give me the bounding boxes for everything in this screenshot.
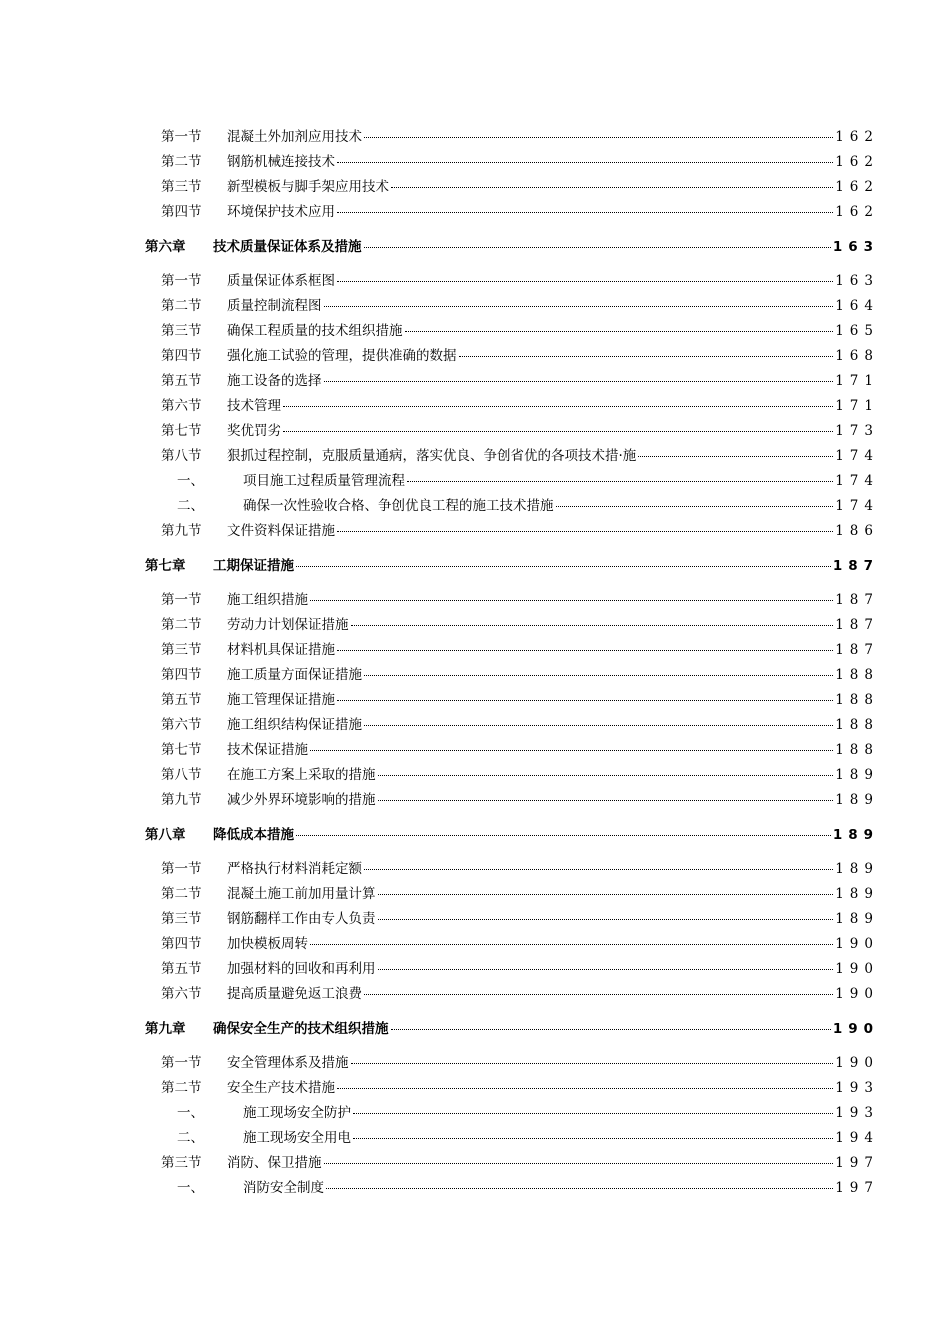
toc-entry-title: 降低成本措施 xyxy=(213,827,294,843)
toc-section-row[interactable] xyxy=(145,691,879,716)
toc-page-number: 189 xyxy=(835,792,879,808)
toc-entry-label: 第五节 xyxy=(161,373,202,389)
toc-entry-label: 第七节 xyxy=(161,423,202,439)
dot-leader xyxy=(310,943,833,945)
toc-section-row[interactable] xyxy=(145,791,879,816)
toc-page-number: 163 xyxy=(832,239,879,255)
toc-section-row[interactable] xyxy=(145,372,879,397)
dot-leader xyxy=(296,565,831,567)
dot-leader xyxy=(364,993,833,995)
toc-page-number: 197 xyxy=(835,1155,879,1171)
toc-entry-title: 混凝土外加剂应用技术 xyxy=(227,129,362,145)
toc-page-number: 187 xyxy=(835,642,879,658)
toc-chapter-row[interactable] xyxy=(145,1020,879,1045)
toc-page-number: 193 xyxy=(835,1080,879,1096)
toc-page-number: 162 xyxy=(835,154,879,170)
toc-page-number: 190 xyxy=(835,1055,879,1071)
dot-leader xyxy=(351,624,834,626)
toc-entry-label: 第七节 xyxy=(161,742,202,758)
toc-entry-label: 二、 xyxy=(177,1130,204,1146)
toc-entry-label: 第八章 xyxy=(145,827,186,843)
toc-entry-label: 第六节 xyxy=(161,717,202,733)
dot-leader xyxy=(337,649,833,651)
toc-section-row[interactable] xyxy=(145,860,879,885)
toc-section-row[interactable] xyxy=(145,447,879,472)
toc-entry-label: 第二节 xyxy=(161,298,202,314)
dot-leader xyxy=(324,1162,834,1164)
toc-entry-title: 新型模板与脚手架应用技术 xyxy=(227,179,389,195)
toc-page-number: 189 xyxy=(835,911,879,927)
dot-leader xyxy=(337,211,833,213)
toc-entry-title: 材料机具保证措施 xyxy=(227,642,335,658)
toc-page-number: 189 xyxy=(835,886,879,902)
toc-section-row[interactable] xyxy=(145,1154,879,1179)
toc-page-number: 194 xyxy=(835,1130,879,1146)
toc-entry-label: 第三节 xyxy=(161,642,202,658)
toc-entry-label: 一、 xyxy=(177,473,204,489)
toc-entry-title: 施工管理保证措施 xyxy=(227,692,335,708)
toc-section-row[interactable] xyxy=(145,985,879,1010)
dot-leader xyxy=(337,280,833,282)
dot-leader xyxy=(326,1187,833,1189)
toc-entry-title: 安全生产技术措施 xyxy=(227,1080,335,1096)
toc-section-row[interactable] xyxy=(145,322,879,347)
toc-entry-title: 施工现场安全用电 xyxy=(243,1130,351,1146)
dot-leader xyxy=(364,674,833,676)
toc-entry-title: 施工设备的选择 xyxy=(227,373,322,389)
toc-entry-label: 第六章 xyxy=(145,239,186,255)
toc-entry-label: 第三节 xyxy=(161,179,202,195)
toc-entry-label: 第六节 xyxy=(161,986,202,1002)
toc-page-number: 197 xyxy=(835,1180,879,1196)
toc-entry-title: 减少外界环境影响的措施 xyxy=(227,792,376,808)
toc-entry-title: 确保安全生产的技术组织措施 xyxy=(213,1021,389,1037)
toc-page-number: 174 xyxy=(835,498,879,514)
toc-page-number: 171 xyxy=(835,398,879,414)
toc-section-row[interactable] xyxy=(145,1054,879,1079)
toc-entry-title: 加快模板周转 xyxy=(227,936,308,952)
toc-entry-title: 环境保护技术应用 xyxy=(227,204,335,220)
toc-page-number: 187 xyxy=(835,592,879,608)
toc-page-number: 188 xyxy=(835,742,879,758)
toc-entry-label: 第八节 xyxy=(161,767,202,783)
toc-entry-title: 施工组织结构保证措施 xyxy=(227,717,362,733)
toc-entry-label: 第八节 xyxy=(161,448,202,464)
dot-leader xyxy=(638,455,833,457)
toc-entry-title: 消防安全制度 xyxy=(243,1180,324,1196)
toc-section-row[interactable] xyxy=(145,741,879,766)
dot-leader xyxy=(353,1137,833,1139)
toc-entry-label: 第五节 xyxy=(161,692,202,708)
toc-entry-label: 第一节 xyxy=(161,861,202,877)
toc-entry-title: 提高质量避免返工浪费 xyxy=(227,986,362,1002)
dot-leader xyxy=(391,186,833,188)
toc-entry-title: 确保工程质量的技术组织措施 xyxy=(227,323,403,339)
toc-item-row[interactable] xyxy=(145,1129,879,1154)
toc-page-number: 171 xyxy=(835,373,879,389)
dot-leader xyxy=(364,136,833,138)
toc-section-row[interactable] xyxy=(145,935,879,960)
toc-entry-label: 第二节 xyxy=(161,886,202,902)
dot-leader xyxy=(378,799,834,801)
toc-entry-title: 严格执行材料消耗定额 xyxy=(227,861,362,877)
toc-entry-title: 安全管理体系及措施 xyxy=(227,1055,349,1071)
toc-entry-label: 第一节 xyxy=(161,1055,202,1071)
toc-entry-title: 施工组织措施 xyxy=(227,592,308,608)
toc-item-row[interactable] xyxy=(145,1179,879,1204)
toc-chapter-row[interactable] xyxy=(145,238,879,263)
toc-entry-title: 施工质量方面保证措施 xyxy=(227,667,362,683)
toc-entry-title: 狠抓过程控制，克服质量通病，落实优良、争创省优的各项技术措·施 xyxy=(227,448,637,464)
toc-section-row[interactable] xyxy=(145,910,879,935)
toc-section-row[interactable] xyxy=(145,522,879,547)
dot-leader xyxy=(556,505,834,507)
toc-section-row[interactable] xyxy=(145,397,879,422)
toc-entry-label: 第四节 xyxy=(161,204,202,220)
toc-page-number: 187 xyxy=(832,558,879,574)
toc-chapter-row[interactable] xyxy=(145,826,879,851)
dot-leader xyxy=(407,480,833,482)
toc-section-row[interactable] xyxy=(145,297,879,322)
toc-section-row[interactable] xyxy=(145,178,879,203)
toc-page-number: 187 xyxy=(835,617,879,633)
toc-page-number: 193 xyxy=(835,1105,879,1121)
toc-page-number: 174 xyxy=(835,473,879,489)
toc-section-row[interactable] xyxy=(145,591,879,616)
dot-leader xyxy=(283,430,833,432)
toc-entry-label: 第四节 xyxy=(161,936,202,952)
toc-page-number: 162 xyxy=(835,179,879,195)
toc-section-row[interactable] xyxy=(145,422,879,447)
dot-leader xyxy=(337,1087,833,1089)
toc-page-number: 188 xyxy=(835,667,879,683)
toc-item-row[interactable] xyxy=(145,472,879,497)
dot-leader xyxy=(378,968,834,970)
toc-entry-title: 劳动力计划保证措施 xyxy=(227,617,349,633)
toc-entry-label: 第二节 xyxy=(161,154,202,170)
dot-leader xyxy=(378,774,834,776)
toc-page-number: 164 xyxy=(835,298,879,314)
toc-page-number: 162 xyxy=(835,129,879,145)
toc-entry-label: 第三节 xyxy=(161,1155,202,1171)
dot-leader xyxy=(364,246,831,248)
toc-item-row[interactable] xyxy=(145,497,879,522)
dot-leader xyxy=(353,1112,833,1114)
dot-leader xyxy=(337,530,833,532)
toc-entry-label: 第九章 xyxy=(145,1021,186,1037)
toc-entry-title: 项目施工过程质量管理流程 xyxy=(243,473,405,489)
toc-entry-label: 二、 xyxy=(177,498,204,514)
toc-page-number: 186 xyxy=(835,523,879,539)
toc-entry-title: 技术管理 xyxy=(227,398,281,414)
toc-page-number: 190 xyxy=(835,936,879,952)
toc-entry-label: 第五节 xyxy=(161,961,202,977)
toc-entry-label: 第一节 xyxy=(161,592,202,608)
dot-leader xyxy=(324,305,834,307)
toc-entry-title: 在施工方案上采取的措施 xyxy=(227,767,376,783)
dot-leader xyxy=(296,834,831,836)
dot-leader xyxy=(364,868,833,870)
toc-entry-label: 第一节 xyxy=(161,129,202,145)
toc-entry-title: 质量保证体系框图 xyxy=(227,273,335,289)
dot-leader xyxy=(324,380,834,382)
toc-entry-label: 第九节 xyxy=(161,523,202,539)
dot-leader xyxy=(459,355,834,357)
toc-section-row[interactable] xyxy=(145,1079,879,1104)
dot-leader xyxy=(391,1028,831,1030)
dot-leader xyxy=(378,893,834,895)
toc-section-row[interactable] xyxy=(145,347,879,372)
toc-entry-title: 消防、保卫措施 xyxy=(227,1155,322,1171)
toc-entry-title: 奖优罚劣 xyxy=(227,423,281,439)
dot-leader xyxy=(337,161,833,163)
dot-leader xyxy=(378,918,834,920)
toc-entry-label: 一、 xyxy=(177,1180,204,1196)
toc-entry-label: 第六节 xyxy=(161,398,202,414)
toc-entry-title: 文件资料保证措施 xyxy=(227,523,335,539)
dot-leader xyxy=(310,749,833,751)
toc-entry-label: 第四节 xyxy=(161,667,202,683)
toc-entry-label: 第三节 xyxy=(161,911,202,927)
toc-entry-label: 第三节 xyxy=(161,323,202,339)
toc-entry-title: 确保一次性验收合格、争创优良工程的施工技术措施 xyxy=(243,498,554,514)
toc-chapter-row[interactable] xyxy=(145,557,879,582)
toc-entry-label: 一、 xyxy=(177,1105,204,1121)
toc-page-number: 163 xyxy=(835,273,879,289)
toc-entry-label: 第二节 xyxy=(161,1080,202,1096)
toc-entry-label: 第二节 xyxy=(161,617,202,633)
toc-section-row[interactable] xyxy=(145,716,879,741)
toc-entry-label: 第一节 xyxy=(161,273,202,289)
toc-page-number: 190 xyxy=(835,961,879,977)
toc-section-row[interactable] xyxy=(145,885,879,910)
toc-entry-title: 加强材料的回收和再利用 xyxy=(227,961,376,977)
table-of-contents xyxy=(145,128,879,1204)
toc-entry-label: 第四节 xyxy=(161,348,202,364)
toc-entry-title: 质量控制流程图 xyxy=(227,298,322,314)
toc-page-number: 174 xyxy=(835,448,879,464)
toc-item-row[interactable] xyxy=(145,1104,879,1129)
toc-page-number: 190 xyxy=(832,1021,879,1037)
toc-page-number: 189 xyxy=(835,861,879,877)
toc-page-number: 190 xyxy=(835,986,879,1002)
dot-leader xyxy=(351,1062,834,1064)
toc-page-number: 168 xyxy=(835,348,879,364)
toc-entry-title: 钢筋机械连接技术 xyxy=(227,154,335,170)
dot-leader xyxy=(364,724,833,726)
toc-section-row[interactable] xyxy=(145,153,879,178)
toc-entry-title: 工期保证措施 xyxy=(213,558,294,574)
toc-entry-title: 钢筋翻样工作由专人负责 xyxy=(227,911,376,927)
toc-section-row[interactable] xyxy=(145,641,879,666)
toc-page-number: 173 xyxy=(835,423,879,439)
toc-entry-title: 施工现场安全防护 xyxy=(243,1105,351,1121)
toc-section-row[interactable] xyxy=(145,128,879,153)
toc-section-row[interactable] xyxy=(145,766,879,791)
toc-section-row[interactable] xyxy=(145,666,879,691)
dot-leader xyxy=(310,599,833,601)
toc-page-number: 188 xyxy=(835,692,879,708)
toc-page-number: 165 xyxy=(835,323,879,339)
toc-entry-title: 技术质量保证体系及措施 xyxy=(213,239,362,255)
dot-leader xyxy=(337,699,833,701)
toc-entry-label: 第七章 xyxy=(145,558,186,574)
toc-entry-label: 第九节 xyxy=(161,792,202,808)
toc-page-number: 189 xyxy=(835,767,879,783)
dot-leader xyxy=(405,330,834,332)
toc-page-number: 162 xyxy=(835,204,879,220)
toc-section-row[interactable] xyxy=(145,272,879,297)
toc-section-row[interactable] xyxy=(145,960,879,985)
toc-section-row[interactable] xyxy=(145,203,879,228)
toc-page-number: 188 xyxy=(835,717,879,733)
dot-leader xyxy=(283,405,833,407)
toc-entry-title: 强化施工试验的管理，提供准确的数据 xyxy=(227,348,457,364)
toc-section-row[interactable] xyxy=(145,616,879,641)
toc-entry-title: 混凝土施工前加用量计算 xyxy=(227,886,376,902)
toc-page-number: 189 xyxy=(832,827,879,843)
toc-entry-title: 技术保证措施 xyxy=(227,742,308,758)
